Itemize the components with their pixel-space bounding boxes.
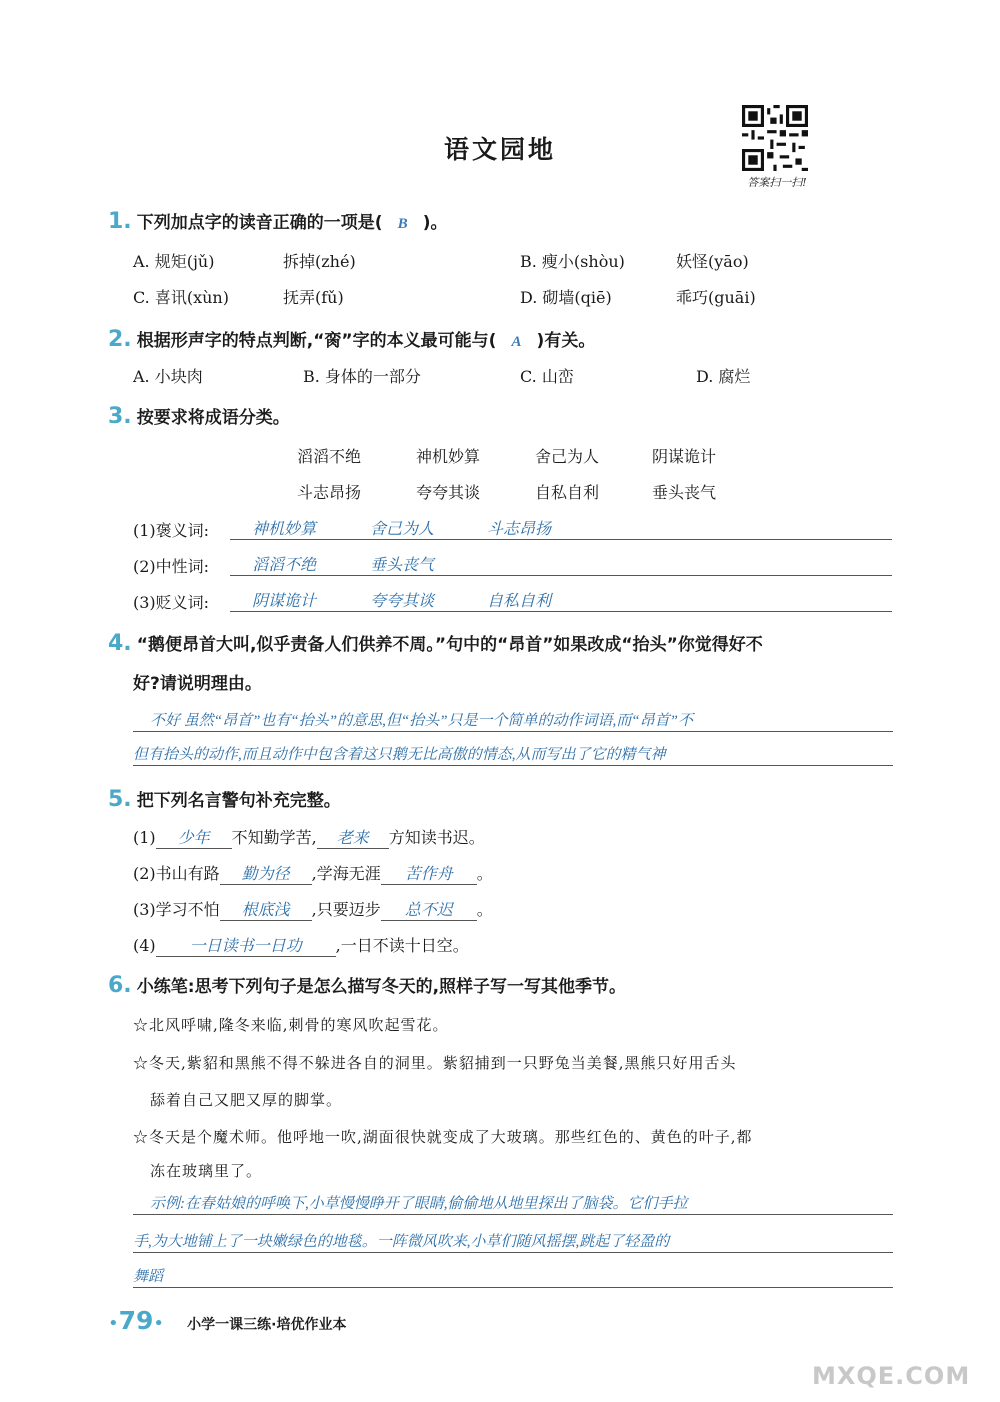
handwritten-blank: 苦作舟 — [381, 861, 477, 885]
question-stem: 把下列名言警句补充完整。 — [136, 791, 341, 811]
quote-text: (4) — [133, 936, 156, 955]
handwritten-answer: 夸夸其谈 — [370, 593, 435, 610]
handwritten-blank: 一日读书一日功 — [156, 933, 336, 957]
quote-text: 不知勤学苦, — [231, 828, 317, 847]
answer-line — [133, 731, 893, 732]
answer-letter: B — [397, 216, 408, 232]
quote-item — [133, 897, 493, 921]
question-6 — [108, 972, 626, 998]
handwritten-blank: 勤为径 — [220, 861, 312, 885]
quote-text: (2)书山有路 — [133, 864, 220, 883]
quote-item — [133, 861, 493, 885]
answer-line — [230, 539, 892, 540]
handwritten-answer: 但有抬头的动作,而且动作中包含着这只鹅无比高傲的情态,从而写出了它的精气神 — [133, 747, 666, 763]
option: B. 瘦小(shòu) — [520, 252, 625, 271]
idiom: 夸夸其谈 — [416, 483, 481, 502]
example-sentence: 舔着自己又肥又厚的脚掌。 — [150, 1091, 343, 1109]
handwritten-blank: 老来 — [317, 825, 389, 849]
handwritten-answer: 舍己为人 — [370, 521, 435, 538]
handwritten-answer: 阴谋诡计 — [252, 593, 317, 610]
category-label: (3)贬义词: — [133, 593, 210, 612]
handwritten-answer: 自私自利 — [487, 593, 552, 610]
quote-text: 。 — [476, 864, 493, 883]
handwritten-answer: 垂头丧气 — [370, 557, 435, 574]
dot-icon: • — [108, 1313, 119, 1334]
idiom: 滔滔不绝 — [297, 447, 362, 466]
quote-item — [133, 825, 485, 849]
book-title: 小学一课三练·培优作业本 — [187, 1317, 347, 1333]
question-number: 1. — [108, 209, 132, 234]
category-label: (2)中性词: — [133, 557, 210, 576]
option: 妖怪(yāo) — [676, 252, 749, 271]
quote-text: ,学海无涯 — [311, 864, 381, 883]
idiom: 斗志昂扬 — [297, 483, 362, 502]
question-5 — [108, 786, 341, 812]
question-1 — [108, 208, 448, 234]
answer-line — [133, 1287, 893, 1288]
option: 乖巧(guāi) — [676, 288, 756, 307]
handwritten-answer: 滔滔不绝 — [252, 557, 317, 574]
option: 抚弄(fǔ) — [283, 288, 344, 307]
quote-text: ,只要迈步 — [311, 900, 381, 919]
question-number: 3. — [108, 404, 132, 429]
answer-line — [133, 1252, 893, 1253]
option: C. 山峦 — [520, 367, 574, 386]
handwritten-answer: 不好 虽然“昂首”也有“抬头”的意思,但“抬头”只是一个简单的动作词语,而“昂首”不 — [150, 713, 693, 729]
handwritten-answer: 手,为大地铺上了一块嫩绿色的地毯。一阵微风吹来,小草们随风摇摆,跳起了轻盈的 — [133, 1234, 670, 1250]
idiom: 阴谋诡计 — [652, 447, 717, 466]
question-stem: 按要求将成语分类。 — [136, 408, 290, 428]
quote-text: 方知读书迟。 — [388, 828, 485, 847]
answer-letter: A — [511, 334, 522, 350]
question-number: 6. — [108, 973, 132, 998]
handwritten-blank: 总不迟 — [381, 897, 477, 921]
question-stem: 根据形声字的特点判断,“脔”字的本义最可能与( — [136, 331, 497, 351]
handwritten-answer: 示例:在春姑娘的呼唤下,小草慢慢睁开了眼睛,偷偷地从地里探出了脑袋。它们手拉 — [150, 1196, 688, 1212]
dot-icon: • — [153, 1313, 165, 1334]
answer-line — [230, 611, 892, 612]
page-number: 79 — [118, 1306, 154, 1335]
handwritten-answer: 神机妙算 — [252, 521, 317, 538]
example-sentence: ☆冬天是个魔术师。他呼地一吹,湖面很快就变成了大玻璃。那些红色的、黄色的叶子,都 — [133, 1128, 753, 1146]
question-number: 2. — [108, 327, 132, 352]
idiom: 舍己为人 — [535, 447, 600, 466]
question-2 — [108, 326, 595, 352]
quote-item — [133, 933, 469, 957]
page-title: 语文园地 — [443, 135, 556, 164]
answer-line — [133, 765, 893, 766]
example-sentence: ☆北风呼啸,隆冬来临,刺骨的寒风吹起雪花。 — [133, 1016, 449, 1034]
idiom: 垂头丧气 — [652, 483, 717, 502]
page-footer — [108, 1306, 346, 1335]
option: C. 喜讯(xùn) — [133, 288, 229, 307]
idiom: 神机妙算 — [416, 447, 481, 466]
question-stem: 下列加点字的读音正确的一项是( — [136, 213, 383, 233]
option: 拆掉(zhé) — [283, 252, 356, 271]
quote-text: ,一日不读十日空。 — [335, 936, 469, 955]
option: B. 身体的一部分 — [303, 367, 421, 386]
qr-caption: 答案扫一扫! — [747, 176, 807, 189]
option: A. 小块肉 — [133, 367, 203, 386]
handwritten-answer: 舞蹈 — [133, 1269, 164, 1285]
handwritten-blank: 根底浅 — [220, 897, 312, 921]
quote-text: (3)学习不怕 — [133, 900, 220, 919]
question-stem-end: )有关。 — [536, 331, 596, 351]
question-number: 4. — [108, 631, 132, 656]
question-number: 5. — [108, 787, 132, 812]
option: A. 规矩(jǔ) — [133, 252, 215, 271]
quote-text: 。 — [476, 900, 493, 919]
question-stem-cont: 好?请说明理由。 — [133, 674, 262, 694]
quote-text: (1) — [133, 828, 156, 847]
question-4 — [108, 630, 763, 656]
example-sentence: ☆冬天,紫貂和黑熊不得不躲进各自的洞里。紫貂捕到一只野兔当美餐,黑熊只好用舌头 — [133, 1054, 737, 1072]
question-stem: “鹅便昂首大叫,似乎责备人们供养不周。”句中的“昂首”如果改成“抬头”你觉得好不 — [136, 635, 763, 655]
example-sentence: 冻在玻璃里了。 — [150, 1162, 263, 1180]
handwritten-blank: 少年 — [156, 825, 232, 849]
question-stem-end: )。 — [422, 213, 448, 233]
answer-line — [133, 1214, 893, 1215]
option: D. 砌墙(qiē) — [520, 288, 612, 307]
category-label: (1)褒义词: — [133, 521, 210, 540]
option: D. 腐烂 — [696, 367, 751, 386]
question-stem: 小练笔:思考下列句子是怎么描写冬天的,照样子写一写其他季节。 — [136, 977, 627, 997]
watermark: MXQE.COM — [812, 1362, 971, 1390]
answer-line — [230, 575, 892, 576]
question-3 — [108, 403, 290, 429]
idiom: 自私自利 — [535, 483, 600, 502]
handwritten-answer: 斗志昂扬 — [487, 521, 552, 538]
qr-code-icon[interactable] — [740, 105, 810, 171]
